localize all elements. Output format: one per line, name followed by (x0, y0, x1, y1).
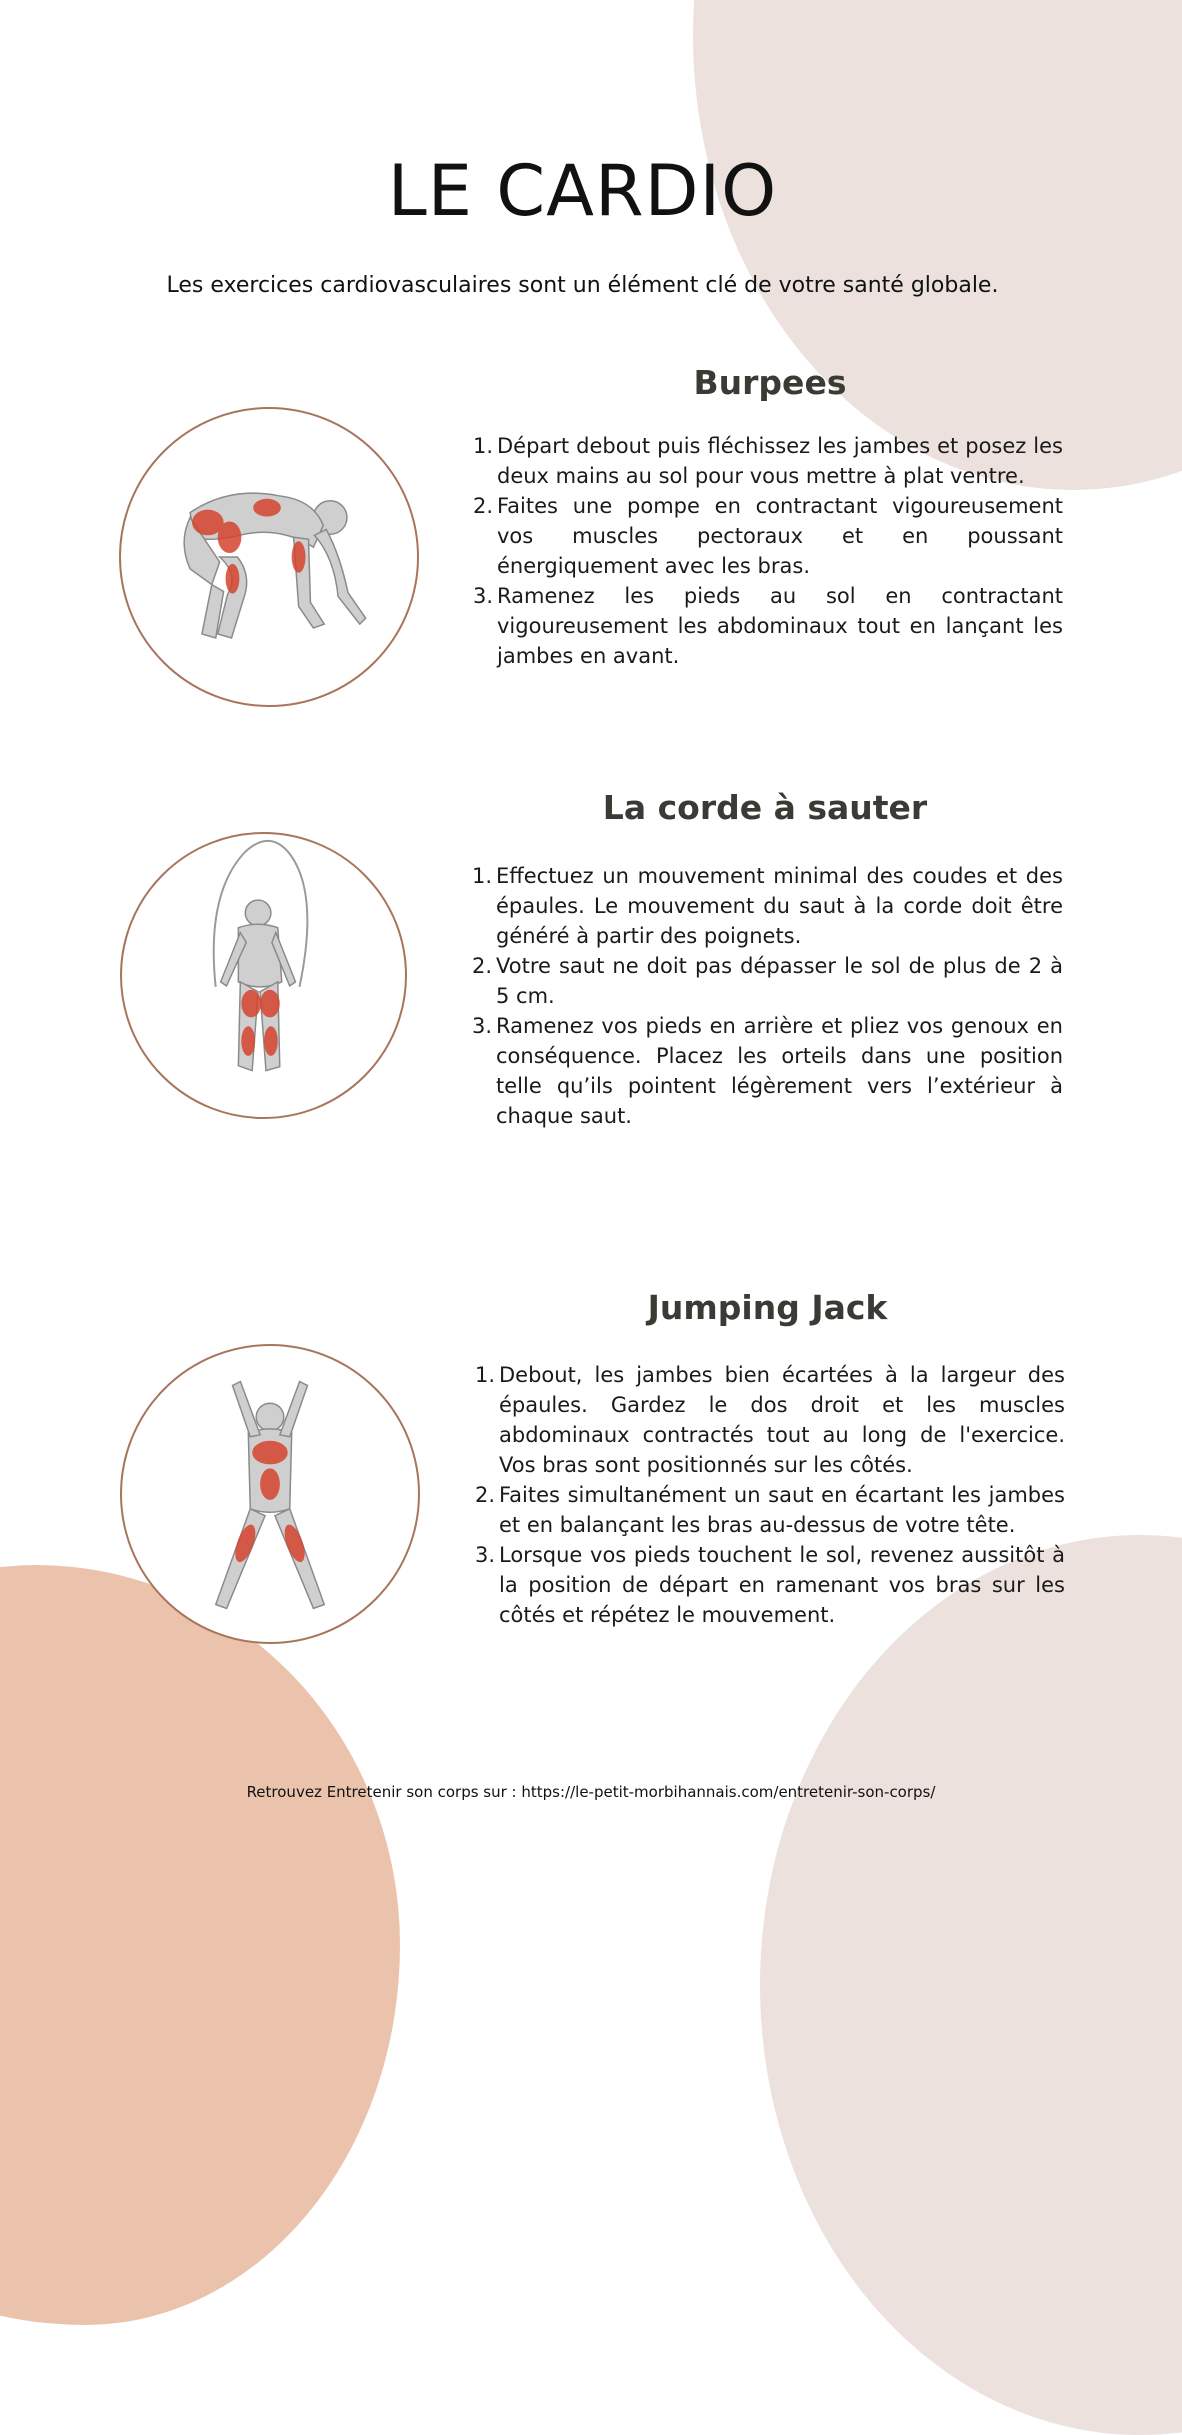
decorative-blob-bottom-right (760, 1535, 1182, 2435)
exercise-title-jumping-jack: Jumping Jack (647, 1288, 888, 1327)
jumping-jack-illustration-circle (120, 1344, 420, 1644)
footer-link-text: Retrouvez Entretenir son corps sur : https://le-petit-morbihannais.com/entretenir-son-corps/ (246, 1783, 936, 1801)
decorative-blob-top-right (693, 0, 1182, 490)
step-item: 3. Ramenez vos pieds en arrière et pliez vos genoux en conséquence. Placez les orteils dans une position telle qu’ils pointent légèrement vers l’extérieur à chaque saut. (471, 1014, 1063, 1128)
jumping-jack-figure-icon (122, 1346, 418, 1642)
step-item: 3. Lorsque vos pieds touchent le sol, revenez aussitôt à la position de départ en ramenant vos bras sur les côtés et répétez le mouvement. (474, 1543, 1065, 1627)
step-item: 1. Départ debout puis fléchissez les jambes et posez les deux mains au sol pour vous mettre à plat ventre. (472, 434, 1063, 488)
jump-rope-figure-icon (122, 834, 405, 1117)
decorative-blob-bottom-left (0, 1565, 400, 2325)
step-item: 2. Faites simultanément un saut en écartant les jambes et en balançant les bras au-dessus de votre tête. (474, 1483, 1065, 1537)
exercise-steps-burpees (472, 431, 1063, 671)
jump-rope-illustration-circle (120, 832, 407, 1119)
exercise-steps-jumping-jack (474, 1360, 1065, 1630)
page-subtitle: Les exercices cardiovasculaires sont un élément clé de votre santé globale. (166, 273, 999, 298)
page-title: LE CARDIO (387, 150, 778, 232)
step-item: 1. Debout, les jambes bien écartées à la largeur des épaules. Gardez le dos droit et les muscles abdominaux contractés tout au long de l'exercice. Vos bras sont positionnés sur les côtés. (474, 1363, 1065, 1477)
step-item: 1. Effectuez un mouvement minimal des coudes et des épaules. Le mouvement du saut à la corde doit être généré à partir des poignets. (471, 864, 1063, 948)
burpee-figure-icon (121, 409, 417, 705)
step-item: 2. Faites une pompe en contractant vigoureusement vos muscles pectoraux et en poussant énergiquement avec les bras. (472, 494, 1063, 578)
step-item: 2. Votre saut ne doit pas dépasser le sol de plus de 2 à 5 cm. (471, 954, 1063, 1008)
exercise-steps-jump-rope (471, 861, 1063, 1131)
step-item: 3. Ramenez les pieds au sol en contractant vigoureusement les abdominaux tout en lançant les jambes en avant. (472, 584, 1063, 668)
exercise-title-jump-rope: La corde à sauter (602, 788, 928, 827)
burpee-illustration-circle (119, 407, 419, 707)
exercise-title-burpees: Burpees (693, 363, 847, 402)
